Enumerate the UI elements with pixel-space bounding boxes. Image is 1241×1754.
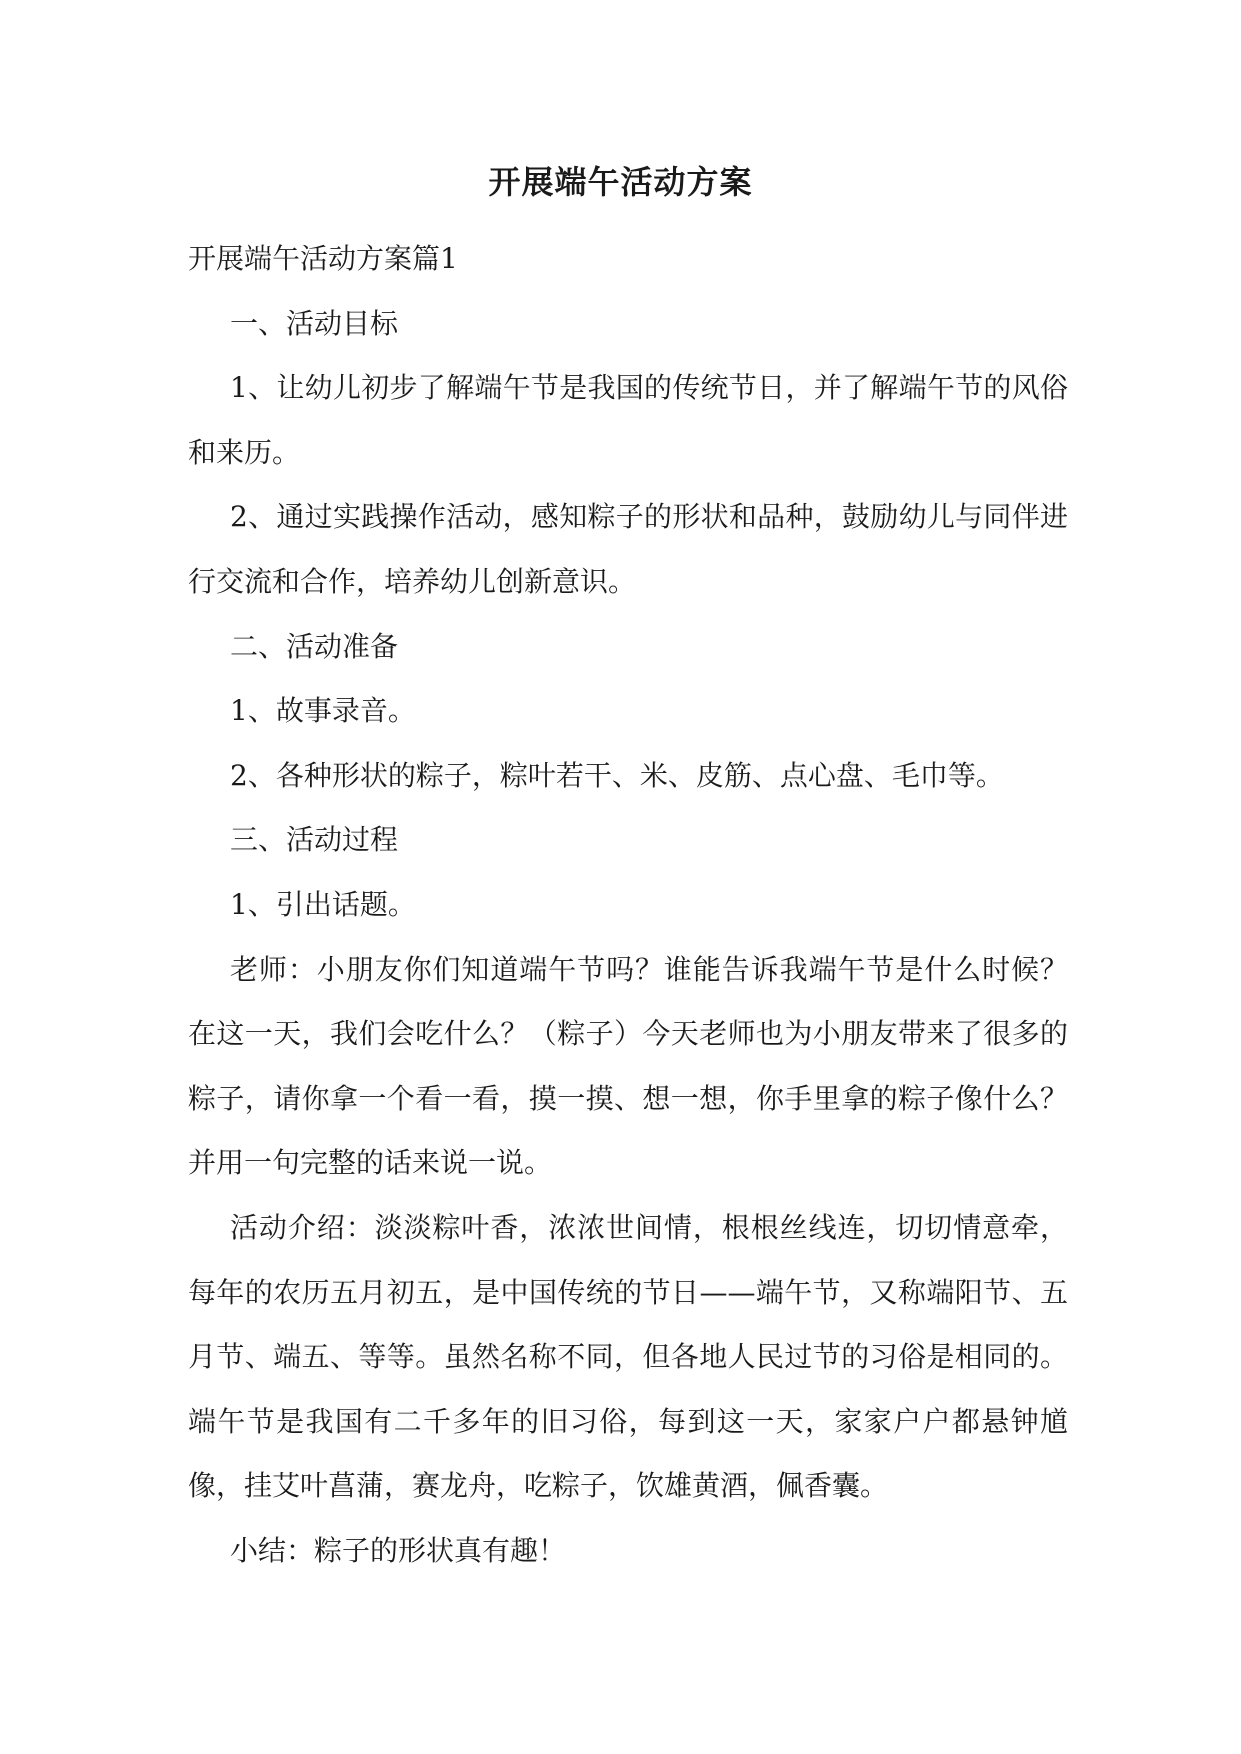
document-title: 开展端午活动方案 (488, 163, 753, 201)
section-heading: 开展端午活动方案篇1 (188, 242, 458, 275)
process-item: 1、引出话题。 (230, 887, 416, 921)
document-body (188, 227, 1068, 1583)
teacher-dialogue: 老师：小朋友你们知道端午节吗？谁能告诉我端午节是什么时候？在这一天，我们会吃什么？（粽子）今天老师也为小朋友带来了很多的粽子，请你拿一个看一看，摸一摸、想一想，你手里拿的粽子像什么？并用一句完整的话来说一说。 (188, 952, 1068, 1180)
heading-preparation: 二、活动准备 (230, 629, 399, 663)
summary: 小结：粽子的形状真有趣！ (230, 1533, 567, 1567)
objective-item: 1、让幼儿初步了解端午节是我国的传统节日，并了解端午节的风俗和来历。 (188, 371, 1068, 469)
objective-item: 2、通过实践操作活动，感知粽子的形状和品种，鼓励幼儿与同伴进行交流和合作，培养幼儿创新意识。 (188, 500, 1068, 598)
preparation-item: 1、故事录音。 (230, 694, 416, 728)
heading-process: 三、活动过程 (230, 823, 399, 857)
heading-objectives: 一、活动目标 (230, 306, 399, 340)
activity-introduction: 活动介绍：淡淡粽叶香，浓浓世间情，根根丝线连，切切情意牵，每年的农历五月初五，是中国传统的节日——端午节，又称端阳节、五月节、端五、等等。虽然名称不同，但各地人民过节的习俗是相同的。端午节是我国有二千多年的旧习俗，每到这一天，家家户户都悬钟馗像，挂艾叶菖蒲，赛龙舟，吃粽子，饮雄黄酒，佩香囊。 (188, 1210, 1068, 1503)
preparation-item: 2、各种形状的粽子，粽叶若干、米、皮筋、点心盘、毛巾等。 (230, 758, 1004, 792)
